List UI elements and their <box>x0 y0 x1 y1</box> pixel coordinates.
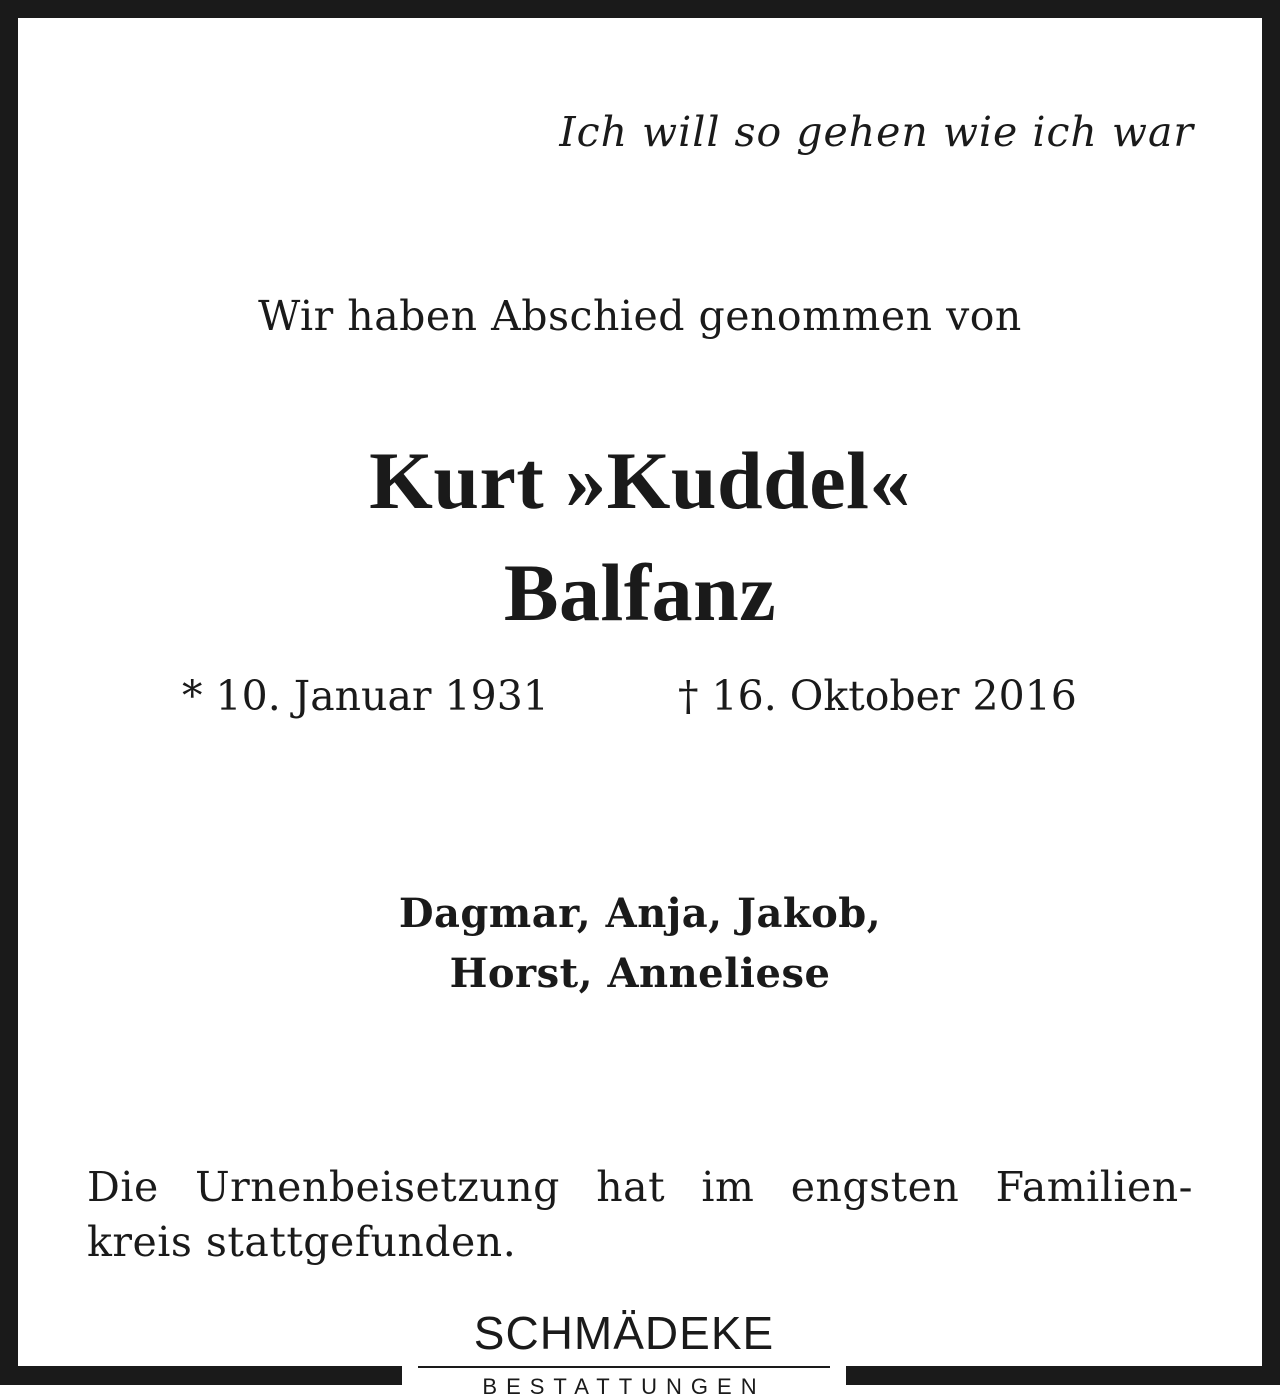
mourners-line2: Horst, Anneliese <box>449 950 831 997</box>
logo-divider <box>418 1366 830 1368</box>
funeral-home-subtitle: BESTATTUNGEN <box>482 1374 766 1399</box>
birth-date: * 10. Januar 1931 <box>182 672 549 720</box>
funeral-home-logo <box>402 1306 846 1399</box>
closing-line1: Die Urnenbeisetzung hat im engsten Familien- <box>87 1163 1193 1211</box>
motto-text: Ich will so gehen wie ich war <box>559 108 1194 156</box>
deceased-name-line2: Balfanz <box>503 547 777 638</box>
deceased-name-line1: Kurt »Kuddel« <box>369 435 911 526</box>
intro-text: Wir haben Abschied genommen von <box>258 292 1022 340</box>
closing-note <box>87 1160 1193 1270</box>
frame-top <box>0 0 1280 18</box>
mourners-line1: Dagmar, Anja, Jakob, <box>398 890 882 937</box>
death-date: † 16. Oktober 2016 <box>678 672 1077 720</box>
frame-right <box>1262 0 1280 1385</box>
funeral-home-name: SCHMÄDEKE <box>473 1307 775 1359</box>
frame-bottom-left <box>0 1366 402 1385</box>
closing-line2: kreis stattgefunden. <box>87 1218 517 1266</box>
frame-left <box>0 0 18 1385</box>
frame-bottom-right <box>846 1366 1280 1385</box>
